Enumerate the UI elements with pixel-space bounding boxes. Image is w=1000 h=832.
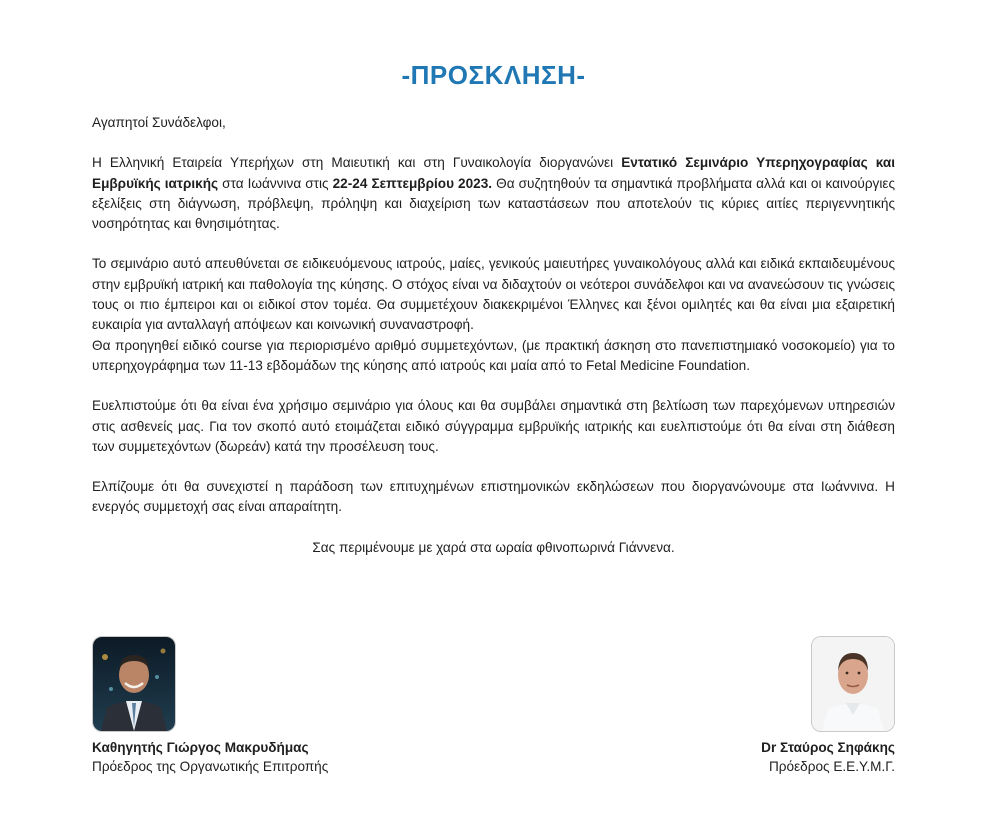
photo-makrydimas: [92, 636, 176, 732]
paragraph-audience: Το σεμινάριο αυτό απευθύνεται σε ειδικευόμενους ιατρούς, μαίες, γενικούς μαιευτήρες γυναικολόγους αλλά και ειδικά εκπαιδευμένους στην εμβρυϊκή ιατρική και παθολογία της κύησης. Ο στόχος είναι να διδαχτούν οι νεότεροι συνάδελφοι και να ανανεώσουν τις γνώσεις τους οι πιο έμπειροι και οι ειδικοί στον τομέα. Θα συμμετέχουν διακεκριμένοι Έλληνες και ξένοι ομιλητές και θα είναι μια εξαιρετική ευκαιρία για ανταλλαγή απόψεων και κοινωνική συναναστροφή.: [92, 256, 895, 333]
signatory-name-left: Καθηγητής Γιώργος Μακρυδήμας: [92, 740, 309, 755]
signatory-role-right: Πρόεδρος Ε.Ε.Υ.Μ.Γ.: [768, 759, 895, 774]
portrait-man-shirt-icon: [812, 637, 894, 731]
paragraph-intro: [92, 153, 895, 234]
seminar-dates: 22-24 Σεπτεμβρίου 2023.: [332, 175, 493, 191]
intro-text-a: Η Ελληνική Εταιρεία Υπερήχων στη Μαιευτική και στη Γυναικολογία διοργανώνει: [92, 155, 622, 171]
closing-line: Σας περιμένουμε με χαρά στα ωραία φθινοπωρινά Γιάννενα.: [312, 539, 675, 555]
intro-text-e: Θα συζητηθούν τα σημαντικά προβλήματα αλλά και οι καινούργιες εξελίξεις στη διάγνωση, πρόβλεψη, πρόληψη και διαχείριση των καταστάσεων που αποτελούν τις κύριες αιτίες περιγεννητικής νοσηρότητας και θνησιμότητας.: [92, 175, 895, 232]
signature-left: [92, 636, 328, 776]
photo-sifakis: [811, 636, 895, 732]
paragraph-tradition: Ελπίζουμε ότι θα συνεχιστεί η παράδοση των επιτυχημένων επιστημονικών εκδηλώσεων που διοργανώνουμε στα Ιωάννινα. Η ενεργός συμμετοχή σας είναι απαραίτητη.: [92, 479, 895, 515]
signatory-role-left: Πρόεδρος της Οργανωτικής Επιτροπής: [92, 759, 329, 774]
signature-right: [761, 636, 895, 776]
portrait-man-suit-icon: [93, 637, 175, 731]
seminar-name: Εντατικό Σεμινάριο Υπερηχογραφίας και Εμβρυϊκής ιατρικής: [92, 155, 896, 191]
page-title: -ΠΡΟΣΚΛΗΣΗ-: [401, 60, 586, 90]
paragraph-course: Θα προηγηθεί ειδικό course για περιορισμένο αριθμό συμμετεχόντων, (με πρακτική άσκηση στο πανεπιστημιακό νοσοκομείο) για το υπερηχογράφημα των 11-13 εβδομάδων της κύησης από ιατρούς και μαία από το Fetal Medicine Foundation.: [92, 337, 895, 373]
greeting: Αγαπητοί Συνάδελφοι,: [92, 115, 226, 130]
invitation-letter: [92, 60, 895, 558]
signatory-name-right: Dr Σταύρος Σηφάκης: [761, 740, 895, 755]
intro-text-c: στα Ιωάννινα στις: [218, 175, 333, 191]
paragraph-hope: Ευελπιστούμε ότι θα είναι ένα χρήσιμο σεμινάριο για όλους και θα συμβάλει σημαντικά στη βελτίωση των παρεχόμενων υπηρεσιών στις ασθενείς μας. Για τον σκοπό αυτό ετοιμάζεται ειδικό σύγγραμμα εμβρυϊκής ιατρικής και ευελπιστούμε ότι θα είναι στη διάθεση των συμμετεχόντων (δωρεάν) κατά την προσέλευση τους.: [92, 398, 895, 454]
